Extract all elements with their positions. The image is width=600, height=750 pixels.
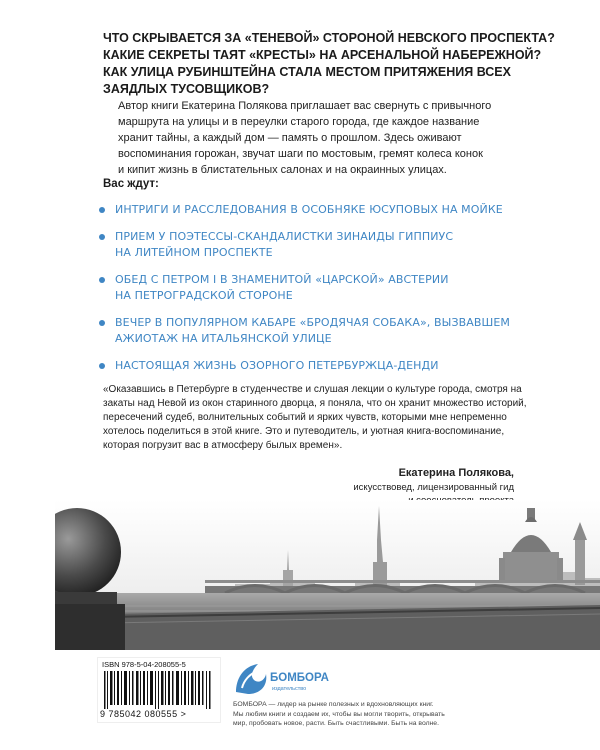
highlight-text: ВЕЧЕР В ПОПУЛЯРНОМ КАБАРЕ «БРОДЯЧАЯ СОБАКА», ВЫЗВАВШЕМ [115,316,511,329]
publisher-line: мир, пробовать новое, расти. Быть счастливыми. Быть на волне. [233,720,439,727]
headline-line: ЗАЯДЛЫХ ТУСОВЩИКОВ? [103,82,270,96]
city-panorama-photo [55,500,600,650]
highlight-text: ПРИЕМ У ПОЭТЕССЫ-СКАНДАЛИСТКИ ЗИНАИДЫ ГИППИУС [115,230,454,243]
publisher-name: БОМБОРА [270,672,329,684]
barcode-icon [104,671,214,709]
intro-line: хранит тайны, а каждый дом — память о прошлом. Здесь оживают [118,132,462,144]
isbn-label: ISBN 978-5-04-208055-5 [102,660,186,669]
barcode-number: 9 785042 080555 > [100,709,187,719]
quote-line: которая погрузит вас в атмосферу былых времен». [103,440,343,451]
highlight-item [99,358,529,374]
publisher-line: Мы любим книги и создаем их, чтобы вы могли творить, открывать [233,710,445,718]
quote-line: хотелось поделиться в этой книге. Это и путеводитель, и уютная книга-воспоминание, [103,426,505,437]
publisher-subtitle: издательство [272,686,307,692]
publisher-blurb [233,700,523,729]
headline-questions [103,30,555,98]
wave-logo-icon [232,658,268,696]
highlight-item [99,202,529,218]
intro-line: Автор книги Екатерина Полякова приглашает вас свернуть с привычного [118,100,492,112]
highlight-text: НА ЛИТЕЙНОМ ПРОСПЕКТЕ [115,246,273,259]
headline-line: КАК УЛИЦА РУБИНШТЕЙНА СТАЛА МЕСТОМ ПРИТЯЖЕНИЯ ВСЕХ [103,65,511,79]
intro-paragraph [118,98,508,178]
highlights-list [99,202,529,385]
intro-line: и кипит жизнь в блистательных салонах и на окраинных улицах. [118,164,447,176]
highlight-text: НА ПЕТРОГРАДСКОЙ СТОРОНЕ [115,289,293,302]
highlight-text: ОБЕД С ПЕТРОМ I В ЗНАМЕНИТОЙ «ЦАРСКОЙ» АВСТЕРИИ [115,273,449,286]
headline-line: КАКИЕ СЕКРЕТЫ ТАЯТ «КРЕСТЫ» НА АРСЕНАЛЬНОЙ НАБЕРЕЖНОЙ? [103,48,542,62]
bullet-dot-icon [99,363,105,369]
quote-line: закаты над Невой из окон старинного дворца, я поняла, что он хранит множество историй, [103,398,527,409]
highlight-text: НАСТОЯЩАЯ ЖИЗНЬ ОЗОРНОГО ПЕТЕРБУРЖЦА-ДЕНДИ [115,359,439,372]
bullet-dot-icon [99,277,105,283]
author-quote [103,383,527,453]
bullet-dot-icon [99,207,105,213]
quote-line: «Оказавшись в Петербурге в студенчестве и слушая лекции о культуре города, смотря на [103,384,522,395]
await-heading: Вас ждут: [103,178,159,190]
bullet-dot-icon [99,320,105,326]
highlight-text: ИНТРИГИ И РАССЛЕДОВАНИЯ В ОСОБНЯКЕ ЮСУПОВЫХ НА МОЙКЕ [115,203,503,216]
intro-line: маршрута на улицы и в переулки старого города, где каждое название [118,116,480,128]
highlight-text: АЖИОТАЖ НА ИТАЛЬЯНСКОЙ УЛИЦЕ [115,332,332,345]
intro-line: воспоминания горожан, звучат шаги по мостовым, гремят колеса конок [118,148,483,160]
bullet-dot-icon [99,234,105,240]
highlight-item [99,315,529,347]
author-credential: искусствовед, лицензированный гид [353,482,514,493]
barcode-panel [97,657,221,723]
headline-line: ЧТО СКРЫВАЕТСЯ ЗА «ТЕНЕВОЙ» СТОРОНОЙ НЕВСКОГО ПРОСПЕКТА? [103,31,555,45]
author-name: Екатерина Полякова, [398,467,514,479]
highlight-item [99,272,529,304]
publisher-line: БОМБОРА — лидер на рынке полезных и вдохновляющих книг. [233,701,434,708]
highlight-item [99,229,529,261]
quote-line: пересечений судеб, волнительных событий и ярких чувств, которыми мне непременно [103,412,507,423]
